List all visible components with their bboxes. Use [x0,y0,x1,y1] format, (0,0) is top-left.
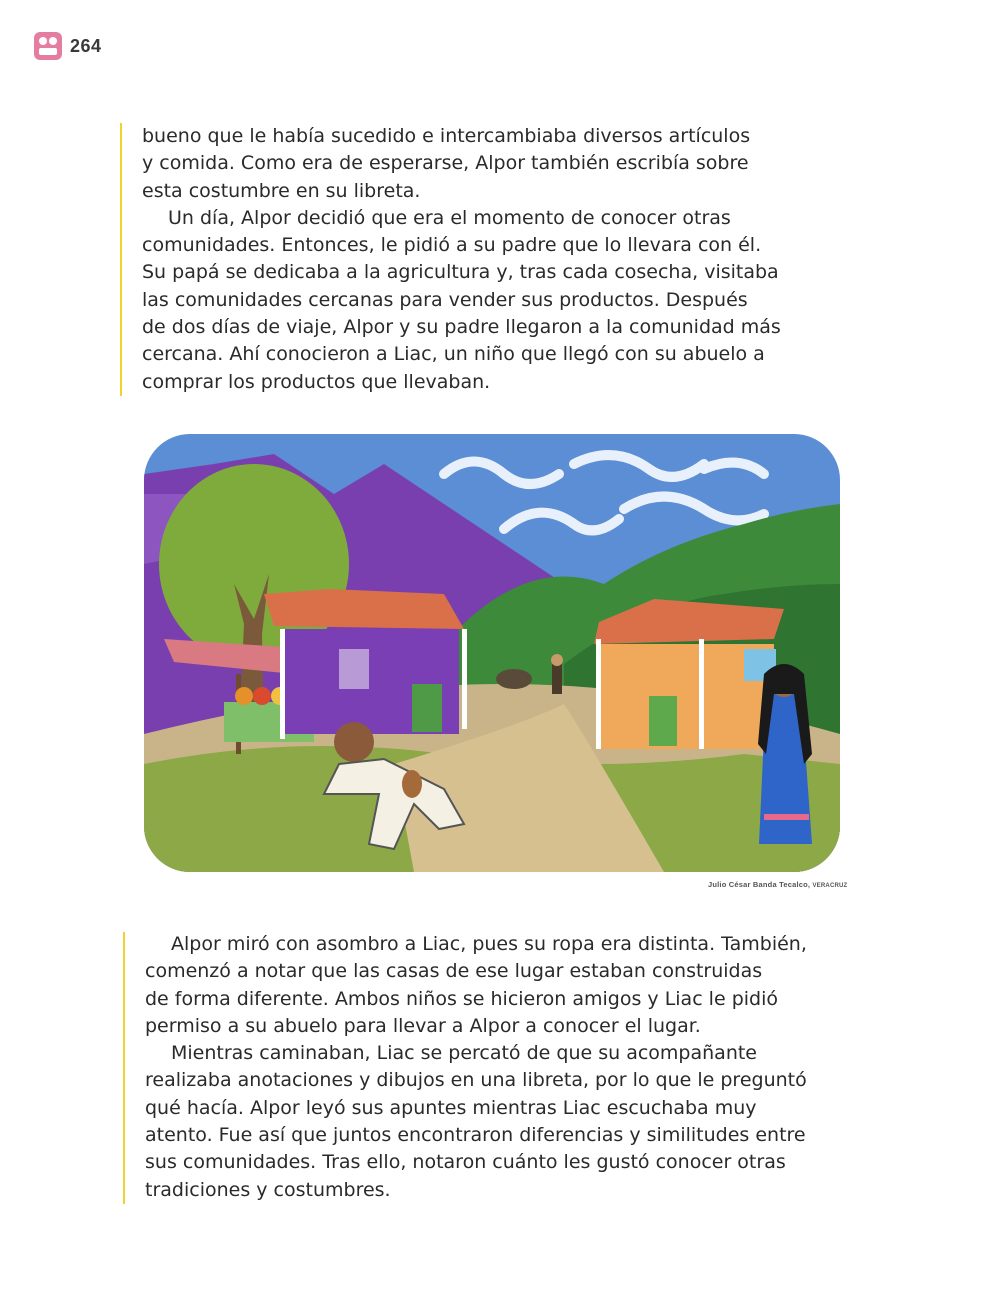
text-line: bueno que le había sucedido e intercambiaba diversos artículos [142,125,751,147]
text-line: permiso a su abuelo para llevar a Alpor a conocer el lugar. [145,1014,701,1037]
text-line: realizaba anotaciones y dibujos en una libreta, por lo que le preguntó [145,1069,807,1092]
text-line: Su papá se dedicaba a la agricultura y, tras cada cosecha, visitaba [142,261,779,284]
text-line: Un día, Alpor decidió que era el momento de conocer otras [168,206,731,229]
story-text-top [120,123,840,396]
donkey [496,669,532,689]
text-line: qué hacía. Alpor leyó sus apuntes mientras Liac escuchaba muy [145,1096,757,1119]
text-line: cercana. Ahí conocieron a Liac, un niño que llegó con su abuelo a [142,343,765,366]
story-text-bottom [123,932,853,1204]
book-series-icon [34,32,62,60]
text-line: comunidades. Entonces, le pidió a su padre que lo llevara con él. [142,234,762,257]
text-line: atento. Fue así que juntos encontraron diferencias y similitudes entre [145,1124,806,1147]
traveler [552,664,562,694]
text-line: tradiciones y costumbres. [145,1178,391,1201]
text-line: esta costumbre en su libreta. [142,179,421,202]
margin-accent-bar [120,123,122,396]
text-line: de dos días de viaje, Alpor y su padre llegaron a la comunidad más [142,316,781,339]
page-number: 264 [70,35,102,56]
text-line: de forma diferente. Ambos niños se hicieron amigos y Liac le pidió [145,987,778,1010]
credit-place: VERACRUZ [812,883,848,889]
page-header [34,32,102,60]
illustration-credit [708,880,847,889]
credit-name: Julio César Banda Tecalco, [708,880,811,889]
village-market-illustration [144,434,840,872]
text-line: y comida. Como era de esperarse, Alpor también escribía sobre [142,152,749,175]
text-line: comenzó a notar que las casas de ese lugar estaban construidas [145,960,763,983]
text-line: sus comunidades. Tras ello, notaron cuánto les gustó conocer otras [145,1151,786,1174]
text-line: las comunidades cercanas para vender sus productos. Después [142,288,748,311]
boy-head [334,722,374,762]
text-line: Mientras caminaban, Liac se percató de que su acompañante [171,1042,757,1065]
margin-accent-bar [123,932,125,1204]
text-line: Alpor miró con asombro a Liac, pues su ropa era distinta. También, [171,933,807,955]
text-line: comprar los productos que llevaban. [142,370,491,393]
purple-house-roof [264,589,464,629]
